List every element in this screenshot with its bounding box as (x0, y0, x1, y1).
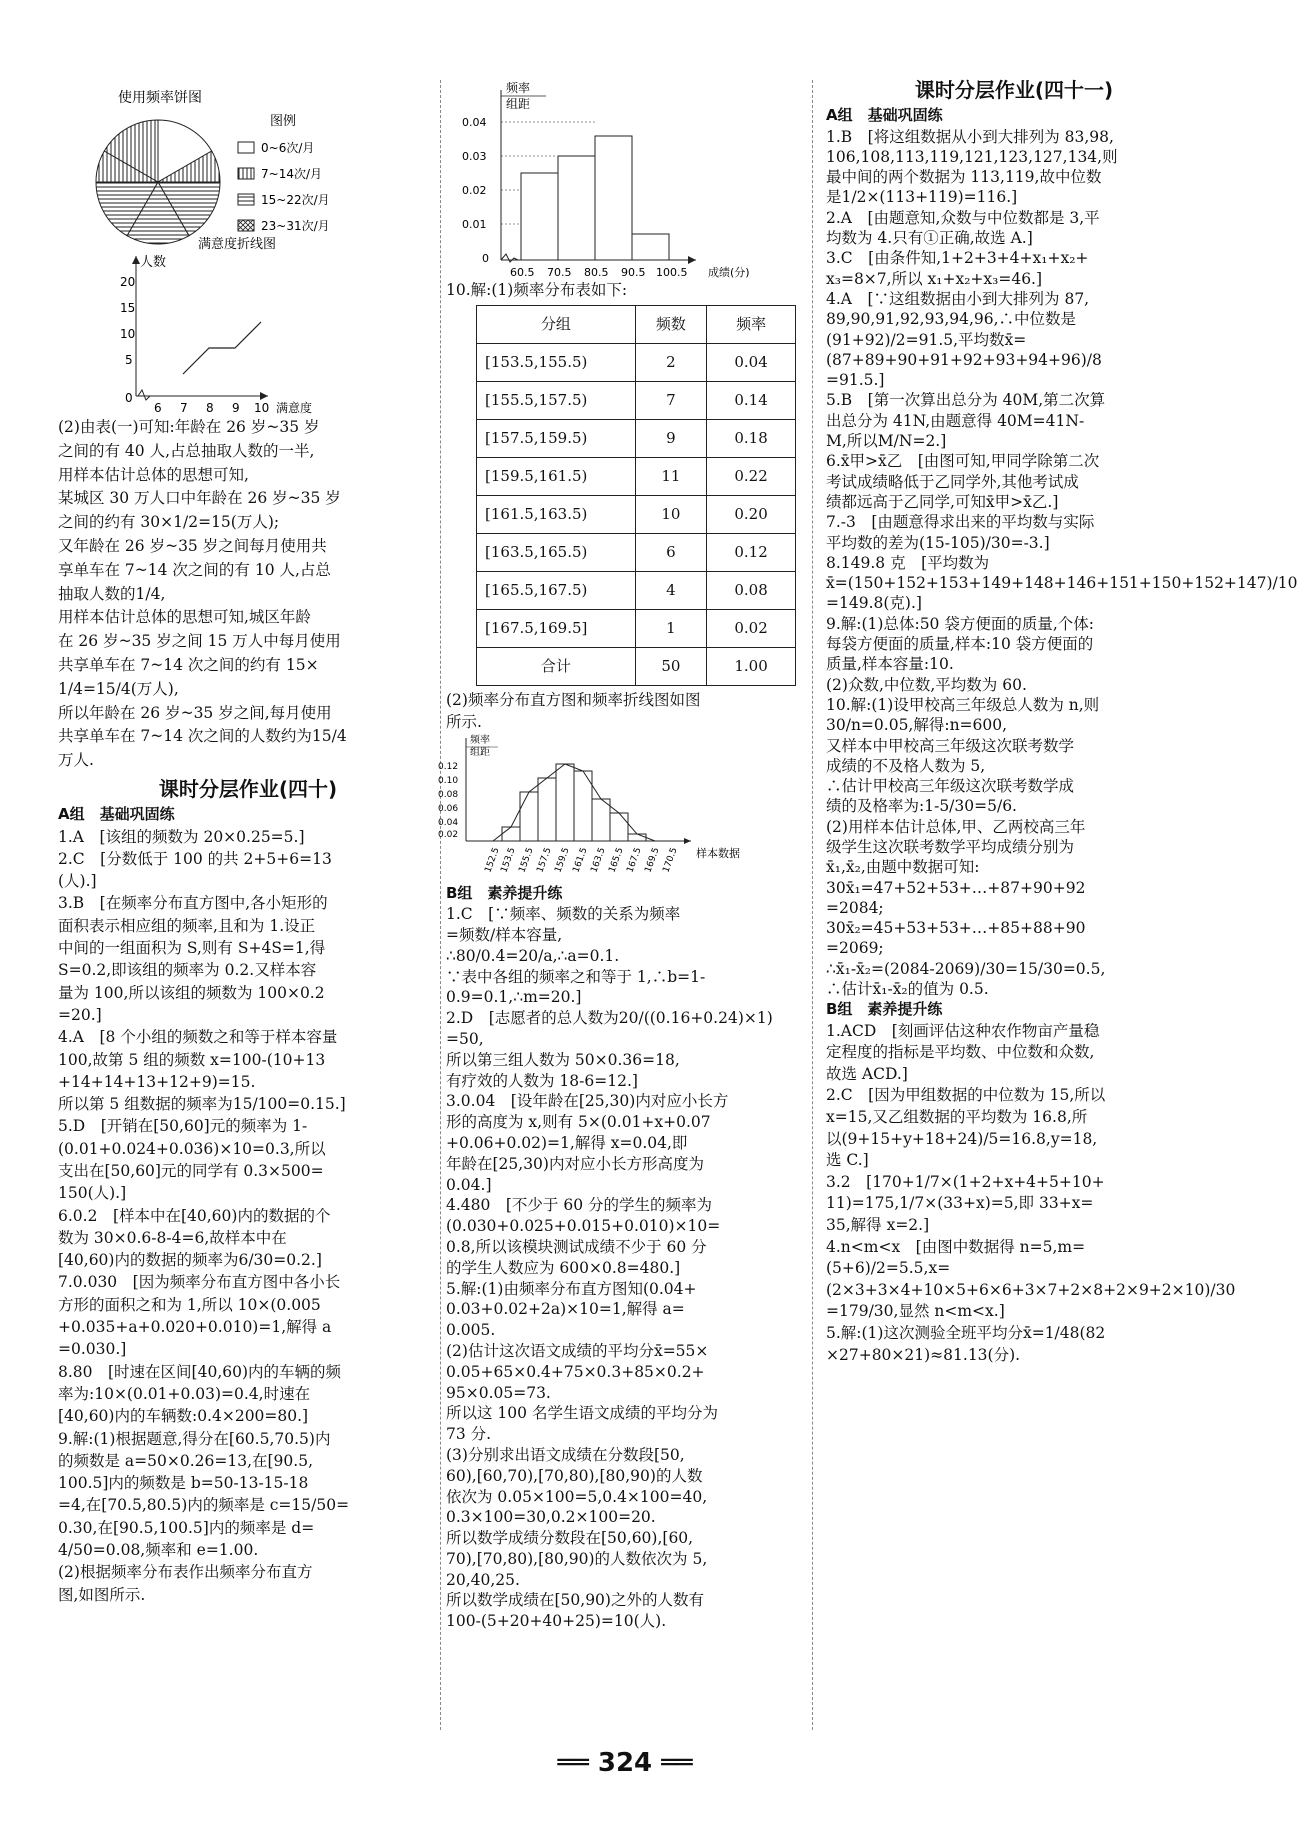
text-line: 出总分为 41N,由题意得 40M=41N- (826, 411, 1085, 430)
text-line: 考试成绩略低于乙同学外,其他考试成 (826, 472, 1079, 491)
hist-bar (632, 234, 669, 260)
text-line: 量为 100,所以该组的频数为 100×0.2 (58, 983, 325, 1002)
text-line: 1.ACD [刻画评估这种农作物亩产量稳 (826, 1021, 1100, 1040)
text-line: (2)估计这次语文成绩的平均分x̄=55× (446, 1341, 709, 1360)
frequency-histogram-polygon (438, 733, 796, 883)
table-row (477, 458, 796, 496)
text-line: ×27+80×21)≈81.13(分). (826, 1345, 1021, 1364)
table-row (477, 534, 796, 572)
text-line: 9.解:(1)总体:50 袋方便面的质量,个体: (826, 614, 1094, 633)
hist2-y-tick: 0.08 (438, 789, 459, 800)
text-line: 图,如图所示. (58, 1585, 146, 1604)
hist2-y-tick: 0.06 (438, 803, 459, 814)
text-line: =179/30,显然 n<m<x.] (826, 1302, 1005, 1321)
q10-intro: 10.解:(1)频率分布表如下: (446, 281, 628, 299)
table-cell: 0.14 (707, 382, 796, 420)
section-title-41: 课时分层作业(四十一) (914, 78, 1114, 102)
text-line: 所以这 100 名学生语文成绩的平均分为 (446, 1404, 718, 1423)
satisfaction-series-line (183, 322, 261, 374)
text-line: 用样本估计总体的思想可知,城区年龄 (58, 608, 311, 627)
hist2-x-tick: 170.5 (661, 846, 680, 874)
text-line: 0.03+0.02+2a)×10=1,解得 a= (446, 1300, 685, 1319)
text-line: 70),[70,80),[80,90)的人数依次为 5, (446, 1549, 708, 1568)
table-cell: [159.5,161.5) (477, 458, 636, 496)
text-line: 30/n=0.05,解得:n=600, (826, 716, 1008, 735)
text-line: 95×0.05=73. (446, 1383, 551, 1402)
text-line: ∵表中各组的频率之和等于 1,∴b=1- (446, 967, 706, 986)
y-tick: 20 (120, 275, 136, 289)
hist2-y-tick: 0.10 (438, 775, 459, 786)
text-line: 106,108,113,119,121,123,127,134,则 (826, 147, 1118, 166)
text-line: 60),[60,70),[70,80),[80,90)的人数 (446, 1466, 703, 1485)
hist2-x-tick: 155.5 (517, 846, 536, 874)
line-chart-ylabel: 人数 (140, 255, 167, 270)
y-tick: 5 (125, 353, 133, 367)
text-line: 抽取人数的1/4, (58, 584, 166, 603)
hist2-x-tick: 161.5 (571, 846, 590, 874)
line-chart-figure (58, 236, 438, 416)
text-line: 0.8,所以该模块测试成绩不少于 60 分 (446, 1237, 707, 1256)
hist2-x-tick: 163.5 (589, 846, 608, 874)
hist2-x-tick: 153.5 (499, 846, 518, 874)
text-line: 0.30,在[90.5,100.5]内的频率是 d= (58, 1518, 315, 1537)
text-line: 6.0.2 [样本中在[40,60)内的数据的个 (58, 1206, 331, 1225)
text-line: 又样本中甲校高三年级这次联考数学 (826, 736, 1075, 755)
text-line: 9.解:(1)根据题意,得分在[60.5,70.5)内 (58, 1429, 331, 1448)
text-line: 形的高度为 x,则有 5×(0.01+x+0.07 (446, 1113, 711, 1132)
hist2-y-tick: 0.02 (438, 829, 459, 840)
text-line: 2.C [因为甲组数据的中位数为 15,所以 (826, 1086, 1106, 1105)
text-line: 以(9+15+y+18+24)/5=16.8,y=18, (826, 1129, 1098, 1148)
text-line: 5.解:(1)这次测验全班平均分x̄=1/48(82 (826, 1323, 1106, 1342)
text-line: 10.解:(1)设甲校高三年级总人数为 n,则 (826, 695, 1100, 714)
satisfaction-line-chart (58, 236, 438, 416)
text-line: (人).] (58, 872, 97, 891)
text-line: 7.-3 [由题意得求出来的平均数与实际 (826, 513, 1095, 532)
text-line: 150(人).] (58, 1184, 127, 1203)
text-line: 共享单车在 7~14 次之间的人数约为15/4 (58, 727, 347, 746)
score-histogram (446, 80, 796, 280)
text-line: 73 分. (446, 1425, 492, 1444)
table-row (477, 572, 796, 610)
pie-legend-title: 图例 (270, 114, 297, 129)
hist-bar (558, 156, 595, 260)
text-line: 某城区 30 万人口中年龄在 26 岁~35 岁 (58, 489, 341, 508)
text-line: 所以数学成绩分数段在[50,60),[60, (446, 1529, 694, 1548)
text-line: 30x̄₁=47+52+53+…+87+90+92 (826, 878, 1086, 897)
table-row (477, 420, 796, 458)
pie-chart-figure (58, 80, 438, 236)
table-cell: [167.5,169.5] (477, 610, 636, 648)
col1-text-b (58, 826, 438, 1606)
text-line: =20.] (58, 1005, 102, 1024)
table-cell: 合计 (477, 648, 636, 686)
hist-y-tick: 0 (482, 252, 489, 265)
table-cell: 9 (635, 420, 706, 458)
hist-y-tick: 0.04 (462, 116, 487, 129)
pie-chart (58, 80, 438, 236)
histogram2-figure (438, 733, 796, 883)
text-line: (2)用样本估计总体,甲、乙两校高三年 (826, 817, 1086, 836)
hist2-bar (502, 827, 520, 841)
text-line: 级学生这次联考数学平均成绩分别为 (826, 837, 1075, 856)
text-line: 0.005. (446, 1321, 496, 1340)
line-chart-title: 满意度折线图 (198, 237, 277, 252)
table-row (477, 610, 796, 648)
text-line: 用样本估计总体的思想可知, (58, 465, 249, 484)
text-line: x=15,又乙组数据的平均数为 16.8,所 (826, 1108, 1088, 1127)
text-line: 0.05+65×0.4+75×0.3+85×0.2+ (446, 1362, 705, 1381)
text-line: [40,60)内的数据的频率为6/30=0.2.] (58, 1251, 322, 1270)
col3-text-b (826, 1021, 1236, 1367)
hist-x-tick: 100.5 (656, 266, 688, 279)
hist-bar (595, 136, 632, 260)
page-number: ══ 324 ══ (557, 1748, 693, 1778)
hist-x-tick: 90.5 (621, 266, 646, 279)
table-cell: 1.00 (707, 648, 796, 686)
text-line: +0.06+0.02)=1,解得 x=0.04,即 (446, 1133, 688, 1152)
hist2-bar (520, 792, 538, 841)
text-line: 的频数是 a=50×0.26=13,在[90.5, (58, 1451, 314, 1470)
text-line: 7.0.030 [因为频率分布直方图中各小长 (58, 1273, 341, 1292)
col1-text-a (58, 416, 438, 773)
text-line: =4,在[70.5,80.5)内的频率是 c=15/50= (58, 1496, 350, 1515)
text-line: 5.D [开销在[50,60]元的频率为 1- (58, 1117, 308, 1136)
hist2-ylabel-bottom: 组距 (470, 746, 490, 758)
text-line: ∴80/0.4=20/a,∴a=0.1. (446, 946, 620, 965)
x-tick: 8 (206, 401, 214, 415)
text-line: +14+14+13+12+9)=15. (58, 1072, 256, 1091)
pie-title: 使用频率饼图 (118, 90, 202, 106)
column-divider-1 (440, 80, 441, 1730)
text-line: (2)众数,中位数,平均数为 60. (826, 675, 1027, 694)
text-line: =2069; (826, 939, 884, 958)
text-line: ∴估计x̄₁-x̄₂的值为 0.5. (826, 980, 989, 999)
text-line: (2)频率分布直方图和频率折线图如图 (446, 691, 701, 710)
hist2-x-ticks (483, 846, 679, 874)
hist2-y-tick: 0.12 (438, 761, 459, 772)
section-title-40: 课时分层作业(四十) (158, 776, 338, 801)
text-line: =2084; (826, 898, 884, 917)
table-cell: [153.5,155.5) (477, 344, 636, 382)
table-cell: 50 (635, 648, 706, 686)
text-line: 依次为 0.05×100=5,0.4×100=40, (446, 1487, 708, 1506)
text-line: 最中间的两个数据为 113,119,故中位数 (826, 168, 1102, 187)
text-line: 1.A [该组的频数为 20×0.25=5.] (58, 827, 305, 846)
text-line: 中间的一组面积为 S,则有 S+4S=1,得 (58, 939, 326, 958)
x-tick: 6 (154, 401, 162, 415)
text-line: 100.5]内的频数是 b=50-13-15-18 (58, 1474, 309, 1493)
text-line: 89,90,91,92,93,94,96,∴中位数是 (826, 310, 1077, 329)
hist2-bar (610, 813, 628, 841)
text-line: 之间的有 40 人,占总抽取人数的一半, (58, 441, 315, 460)
table-cell: 7 (635, 382, 706, 420)
hist2-x-tick: 167.5 (625, 846, 644, 874)
text-line: 2.A [由题意知,众数与中位数都是 3,平 (826, 208, 1100, 227)
text-line: =50, (446, 1029, 484, 1048)
text-line: 4.480 [不少于 60 分的学生的频率为 (446, 1196, 712, 1215)
hist-y-tick: 0.01 (462, 218, 487, 231)
hist2-x-tick: 157.5 (535, 846, 554, 874)
text-line: 质量,样本容量:10. (826, 655, 954, 674)
text-line: 30x̄₂=45+53+53+…+85+88+90 (826, 919, 1086, 938)
table-row (477, 648, 796, 686)
text-line: 所以数学成绩在[50,90)之外的人数有 (446, 1591, 704, 1610)
hist2-x-tick: 169.5 (643, 846, 662, 874)
text-line: 3.2 [170+1/7×(1+2+x+4+5+10+ (826, 1172, 1105, 1191)
line-chart-xlabel: 满意度 (276, 401, 313, 415)
table-cell: 0.04 (707, 344, 796, 382)
text-line: 所以第 5 组数据的频率为15/100=0.15.] (58, 1095, 346, 1114)
text-line: (2)根据频率分布表作出频率分布直方 (58, 1563, 313, 1582)
hist2-xlabel: 样本数据 (696, 846, 740, 860)
text-line: 3.C [由条件知,1+2+3+4+x₁+x₂+ (826, 249, 1089, 268)
text-line: 5.B [第一次算出总分为 40M,第二次算 (826, 391, 1106, 410)
text-line: 3.0.04 [设年龄在[25,30)内对应小长方 (446, 1092, 729, 1111)
text-line: 成绩的不及格人数为 5, (826, 756, 986, 775)
text-line: 面积表示相应组的频率,且和为 1.设正 (58, 916, 316, 935)
pie-legend-item: 15~22次/月 (261, 193, 330, 207)
text-line: (2)由表(一)可知:年龄在 26 岁~35 岁 (58, 418, 320, 436)
table-cell: [157.5,159.5) (477, 420, 636, 458)
text-line: [40,60)内的车辆数:0.4×200=80.] (58, 1407, 309, 1426)
x-tick: 10 (254, 401, 270, 415)
text-line: 4.A [∵这组数据由小到大排列为 87, (826, 289, 1090, 308)
hist-x-tick: 70.5 (547, 266, 572, 279)
text-line: 100-(5+20+40+25)=10(人). (446, 1612, 667, 1631)
hist2-bar (628, 834, 646, 841)
after-table-text (446, 690, 796, 733)
text-line: 支出在[50,60]元的同学有 0.3×500= (58, 1162, 324, 1180)
text-line: 选 C.] (826, 1151, 869, 1170)
text-line: +0.035+a+0.020+0.010)=1,解得 a (58, 1318, 332, 1337)
x-tick: 9 (232, 401, 240, 415)
text-line: 方形的面积之和为 1,所以 10×(0.005 (58, 1295, 321, 1314)
text-line: 0.9=0.1,∴m=20.] (446, 988, 582, 1007)
hist2-ylabel-top: 频率 (470, 734, 490, 746)
hist2-bar (538, 778, 556, 841)
hist2-x-tick: 152.5 (483, 846, 502, 874)
y-tick: 15 (120, 301, 136, 315)
text-line: (2×3+3×4+10×5+6×6+3×7+2×8+2×9+2×10)/30 (826, 1280, 1236, 1299)
hist2-x-tick: 165.5 (607, 846, 626, 874)
table-cell: 0.02 (707, 610, 796, 648)
table-cell: 10 (635, 496, 706, 534)
text-line: 3.B [在频率分布直方图中,各小矩形的 (58, 894, 328, 913)
text-line: 8.80 [时速在区间[40,60)内的车辆的频 (58, 1362, 342, 1381)
histogram-figure (446, 80, 796, 280)
text-line: =0.030.] (58, 1340, 127, 1359)
text-line: x₃=8×7,所以 x₁+x₂+x₃=46.] (826, 269, 1043, 288)
text-line: M,所以M/N=2.] (826, 432, 947, 451)
hist2-bar (592, 799, 610, 841)
hist2-y-tick: 0.04 (438, 817, 459, 828)
text-line: (3)分别求出语文成绩在分数段[50, (446, 1445, 685, 1464)
table-cell: 0.20 (707, 496, 796, 534)
table-cell: [163.5,165.5) (477, 534, 636, 572)
table-cell: [161.5,163.5) (477, 496, 636, 534)
hist-y-tick: 0.03 (462, 150, 487, 163)
text-line: 在 26 岁~35 岁之间 15 万人中每月使用 (58, 632, 341, 651)
table-cell: 6 (635, 534, 706, 572)
text-line: 1.C [∵频率、频数的关系为频率 (446, 905, 681, 924)
hist-y-tick: 0.02 (462, 184, 487, 197)
hist-bar (521, 173, 558, 260)
table-cell: 0.22 (707, 458, 796, 496)
hist-x-tick: 80.5 (584, 266, 609, 279)
text-line: (0.01+0.024+0.036)×10=0.3,所以 (58, 1139, 326, 1158)
column-divider-2 (812, 80, 813, 1730)
column-2 (438, 80, 796, 1632)
text-line: 4.n<m<x [由图中数据得 n=5,m= (826, 1237, 1086, 1256)
col3-text-a (826, 127, 1298, 1000)
text-line: 共享单车在 7~14 次之间的约有 15× (58, 655, 319, 674)
hist-ylabel-bottom: 组距 (506, 97, 531, 111)
table-header-row (477, 306, 796, 344)
text-line: x̄=(150+152+153+149+148+146+151+150+152+147)/10 (826, 574, 1298, 593)
column-3 (826, 78, 1298, 1366)
text-line: 均数为 4.只有①正确,故选 A.] (826, 229, 1033, 248)
text-line: 率为:10×(0.01+0.03)=0.4,时速在 (58, 1384, 311, 1403)
table-cell: 0.18 (707, 420, 796, 458)
table-row (477, 382, 796, 420)
table-header-cell: 分组 (477, 306, 636, 344)
text-line: 所以年龄在 26 岁~35 岁之间,每月使用 (58, 703, 332, 722)
table-cell: 2 (635, 344, 706, 382)
pie-legend-item: 23~31次/月 (261, 219, 330, 233)
text-line: 1/4=15/4(万人), (58, 679, 179, 698)
table-cell: 1 (635, 610, 706, 648)
text-line: 平均数的差为(15-105)/30=-3.] (826, 533, 1050, 552)
y-tick: 10 (120, 327, 136, 341)
frequency-table (476, 305, 796, 686)
text-line: 35,解得 x=2.] (826, 1216, 930, 1234)
table-row (477, 496, 796, 534)
text-line: 0.3×100=30,0.2×100=20. (446, 1508, 656, 1527)
text-line: 定程度的指标是平均数、中位数和众数, (826, 1043, 1095, 1062)
hist-xlabel: 成绩(分) (708, 266, 750, 279)
page-number-value: 324 (597, 1748, 653, 1778)
text-line: 6.x̄甲>x̄乙 [由图可知,甲同学除第二次 (826, 452, 1100, 471)
col2-text (446, 904, 796, 1632)
x-tick: 7 (180, 401, 188, 415)
group-a-title: A组 基础巩固练 (826, 106, 943, 125)
text-line: 4.A [8 个小组的频数之和等于样本容量 (58, 1028, 338, 1047)
hist2-bar (556, 764, 574, 841)
table-row (477, 344, 796, 382)
text-line: ∴估计甲校高三年级这次联考数学成 (826, 777, 1075, 796)
text-line: (91+92)/2=91.5,平均数x̄= (826, 330, 1027, 349)
text-line: 5.解:(1)由频率分布直方图知(0.04+ (446, 1279, 697, 1298)
text-line: 绩都远高于乙同学,可知x̄甲>x̄乙.] (826, 492, 1059, 511)
text-line: =91.5.] (826, 371, 885, 390)
group-b-title: B组 素养提升练 (826, 1000, 943, 1019)
text-line: 所示. (446, 712, 482, 731)
text-line: 0.04.] (446, 1175, 492, 1194)
text-line: 的学生人数应为 600×0.8=480.] (446, 1258, 681, 1277)
text-line: 故选 ACD.] (826, 1064, 908, 1083)
text-line: 100,故第 5 组的频数 x=100-(10+13 (58, 1050, 326, 1069)
hist-x-tick: 60.5 (510, 266, 535, 279)
text-line: 所以第三组人数为 50×0.36=18, (446, 1050, 680, 1069)
table-header-cell: 频数 (635, 306, 706, 344)
text-line: 11)=175,1/7×(33+x)=5,即 33+x= (826, 1194, 1094, 1213)
text-line: =频数/样本容量, (446, 925, 563, 944)
text-line: 又年龄在 26 岁~35 岁之间每月使用共 (58, 536, 327, 555)
text-line: 享单车在 7~14 次之间的有 10 人,占总 (58, 560, 331, 579)
hist2-x-tick: 159.5 (553, 846, 572, 874)
table-cell: 4 (635, 572, 706, 610)
text-line: 之间的约有 30×1/2=15(万人); (58, 513, 280, 532)
text-line: (5+6)/2=5.5,x= (826, 1259, 951, 1278)
text-line: 4/50=0.08,频率和 e=1.00. (58, 1541, 259, 1560)
column-1 (58, 80, 438, 1606)
text-line: 2.D [志愿者的总人数为20/((0.16+0.24)×1) (446, 1009, 773, 1028)
text-line: 20,40,25. (446, 1570, 520, 1589)
y-tick: 0 (125, 391, 133, 405)
text-line: =149.8(克).] (826, 594, 922, 613)
text-line: 有疗效的人数为 18-6=12.] (446, 1071, 638, 1090)
table-cell: 0.12 (707, 534, 796, 572)
pie-legend-item: 7~14次/月 (261, 167, 323, 181)
text-line: x̄₁,x̄₂,由题中数据可知: (826, 858, 980, 877)
text-line: S=0.2,即该组的频率为 0.2.又样本容 (58, 961, 317, 980)
text-line: ∴x̄₁-x̄₂=(2084-2069)/30=15/30=0.5, (826, 959, 1106, 978)
text-line: 年龄在[25,30)内对应小长方形高度为 (446, 1154, 704, 1173)
text-line: 1.B [将这组数据从小到大排列为 83,98, (826, 127, 1114, 146)
table-header-cell: 频率 (707, 306, 796, 344)
text-line: (87+89+90+91+92+93+94+96)/8 (826, 350, 1102, 369)
table-cell: [165.5,167.5) (477, 572, 636, 610)
text-line: 是1/2×(113+119)=116.] (826, 188, 1018, 207)
text-line: 2.C [分数低于 100 的共 2+5+6=13 (58, 849, 332, 868)
table-cell: [155.5,157.5) (477, 382, 636, 420)
text-line: 数为 30×0.6-8-4=6,故样本中在 (58, 1228, 287, 1247)
text-line: 绩的及格率为:1-5/30=5/6. (826, 797, 1017, 816)
text-line: 8.149.8 克 [平均数为 (826, 553, 990, 572)
table-cell: 11 (635, 458, 706, 496)
pie-legend-item: 0~6次/月 (261, 141, 315, 155)
text-line: 万人. (58, 751, 94, 770)
hist-ylabel-top: 频率 (506, 81, 531, 95)
text-line: 每袋方便面的质量,样本:10 袋方便面的 (826, 635, 1094, 654)
group-b-title: B组 素养提升练 (446, 883, 563, 902)
table-cell: 0.08 (707, 572, 796, 610)
group-a-title: A组 基础巩固练 (58, 805, 175, 824)
text-line: (0.030+0.025+0.015+0.010)×10= (446, 1217, 721, 1236)
